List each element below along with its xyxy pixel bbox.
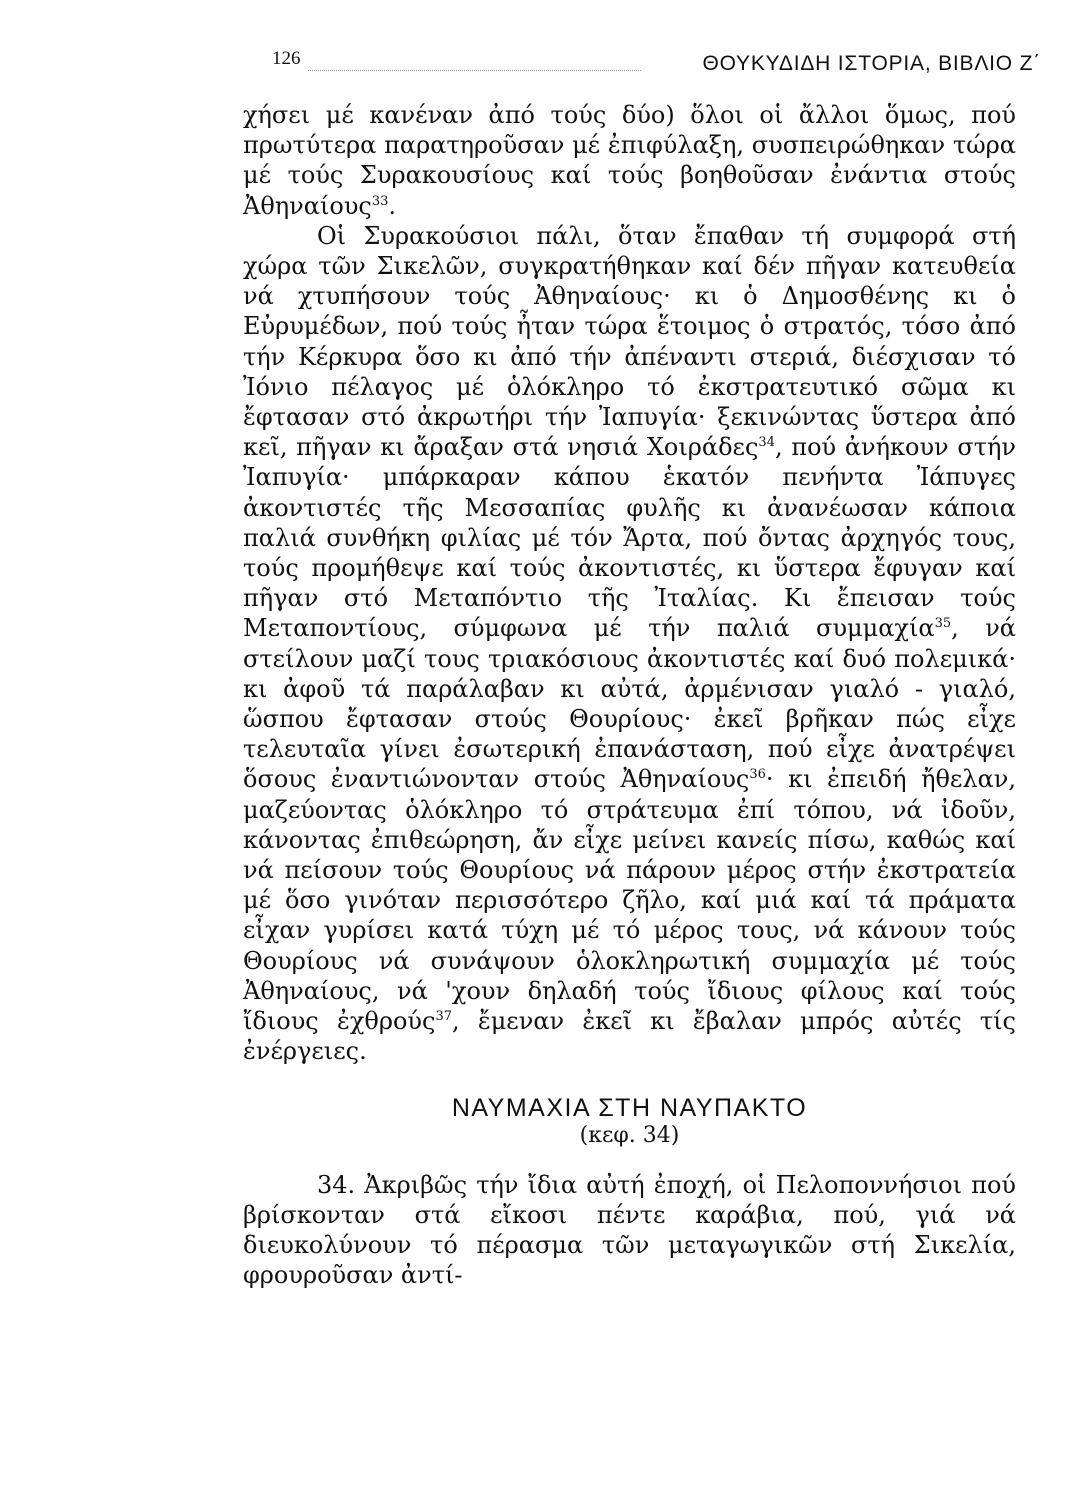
header-rule — [308, 70, 641, 71]
paragraph-text: 34. Ἀκριβῶς τήν ἴδια αὐτή ἐποχή, οἱ Πελοποννήσιοι πού βρίσκονταν στά εἴκοσι πέντε καράβια, πού, γιά νά διευκολύνουν τό πέρασμα τῶν μεταγωγικῶν στή Σικελία, φρουροῦσαν ἀντί- — [243, 1170, 1016, 1290]
paragraph-text: , πού ἀνήκουν στήν Ἰαπυγία· μπάρκαραν κάπου ἑκατόν πενήντα Ἰάπυγες ἀκοντιστές τῆς Μεσσαπίας φυλῆς κι ἀνανέωσαν κάποια παλιά συνθήκη φιλίας μέ τόν Ἄρτα, πού ὄντας ἀρχηγός τους, τούς προμήθεψε καί τούς ἀκοντιστές, κι ὕστερα ἔφυγαν καί πῆγαν στό Μεταπόντιο τῆς Ἰταλίας. Κι ἔπεισαν τούς Μεταποντίους, σύμφωνα μέ τήν παλιά συμμαχία — [243, 433, 1016, 643]
paragraph-syracusans — [243, 221, 1016, 1067]
section-heading: ΝΑΥΜΑΧΙΑ ΣΤΗ ΝΑΥΠΑΚΤΟ — [451, 1093, 808, 1122]
paragraph-text: · κι ἐπειδή ἤθελαν, μαζεύοντας ὁλόκληρο τό στράτευμα ἐπί τόπου, νά ἰδοῦν, κάνοντας ἐπιθεώρηση, ἄν εἶχε μείνει κανείς πίσω, καθώς καί νά πείσουν τούς Θουρίους νά πάρουν μέρος στήν ἐκστρατεία μέ ὅσο γινόταν περισσότερο ζῆλο, καί μιά καί τά πράματα εἶχαν γυρίσει κατά τύχη μέ τό μέρος τους, νά κάνουν τούς Θουρίους νά συνάψουν ὁλοκληρωτική συμμαχία μέ τούς Ἀθηναίους, νά 'χουν δηλαδή τούς ἴδιους φίλους καί τούς ἴδιους ἐχθρούς — [243, 765, 1016, 1036]
paragraph-end: . — [388, 191, 397, 220]
footnote-ref-33: 33 — [371, 193, 389, 209]
footnote-ref-37: 37 — [435, 1009, 452, 1025]
paragraph-text: χήσει μέ κανέναν ἀπό τούς δύο) ὅλοι οἱ ἄλλοι ὅμως, πού πρωτύτερα παρατηροῦσαν μέ ἐπιφύλαξη, συσπειρώθηκαν τώρα μέ τούς Συρακουσίους καί τούς βοηθοῦσαν ἐνάντια στούς Ἀθηναίους — [243, 101, 1016, 220]
paragraph-text: , νά στείλουν μαζί τους τριακόσιους ἀκοντιστές καί δυό πολεμικά· κι ἀφοῦ τά παράλαβαν κι αὐτά, ἀρμένισαν γιαλό - γιαλό, ὥσπου ἔφτασαν στούς Θουρίους· ἐκεῖ βρῆκαν πώς εἶχε τελευταῖα γίνει ἐσωτερική ἐπανάσταση, πού εἶχε ἀνατρέψει ὅσους ἐναντιώνονταν στούς Ἀθηναίους — [243, 614, 1016, 794]
paragraph-text: , ἔμεναν ἐκεῖ κι ἔβαλαν μπρός αὐτές τίς ἐνέργειες. — [243, 1007, 1016, 1066]
footnote-ref-34: 34 — [758, 435, 775, 451]
page-header — [272, 48, 1041, 82]
footnote-ref-35: 35 — [934, 616, 952, 632]
section-subheading: (κεφ. 34) — [579, 1122, 680, 1148]
page-number: 126 — [272, 48, 301, 69]
paragraph-34 — [243, 1170, 1016, 1291]
running-title: ΘΟΥΚΥΔΙΔΗ ΙΣΤΟΡΙΑ, ΒΙΒΛΙΟ Ζ΄ — [702, 52, 1041, 75]
body-text — [243, 100, 1016, 1290]
paragraph-text: Οἱ Συρακούσιοι πάλι, ὅταν ἔπαθαν τή συμφορά στή χώρα τῶν Σικελῶν, συγκρατήθηκαν καί δέν πῆγαν κατευθεία νά χτυπήσουν τούς Ἀθηναίους· κι ὁ Δημοσθένης κι ὁ Εὐρυμέδων, πού τούς ἦταν τώρα ἕτοιμος ὁ στρατός, τόσο ἀπό τήν Κέρκυρα ὅσο κι ἀπό τήν ἀπέναντι στεριά, διέσχισαν τό Ἰόνιο πέλαγος μέ ὁλόκληρο τό ἐκστρατευτικό σῶμα κι ἔφτασαν στό ἀκρωτήρι τήν Ἰαπυγία· ξεκινώντας ὕστερα ἀπό κεῖ, πῆγαν κι ἄραξαν στά νησιά Χοιράδες — [243, 221, 1016, 462]
footnote-ref-36: 36 — [749, 767, 766, 783]
paragraph-continuation — [243, 100, 1016, 221]
